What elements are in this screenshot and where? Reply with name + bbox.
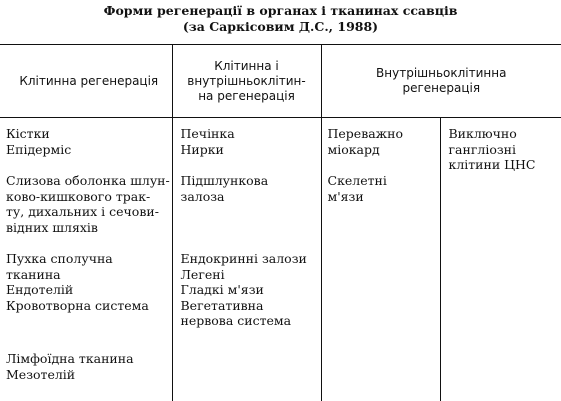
header-intracellular (321, 45, 561, 118)
list-item: Вегетативна (180, 297, 264, 313)
list-item: міокард (327, 141, 380, 157)
list-item: Мезотелій (6, 366, 76, 382)
list-item: Переважно (327, 126, 404, 141)
list-item: Гладкі м'язи (180, 282, 264, 297)
header-cellular: Клітинна регенерація (0, 45, 172, 118)
table-subtitle: (за Саркісовим Д.С., 1988) (182, 19, 379, 34)
list-item: відних шляхів (6, 219, 98, 235)
list-item: Лімфоїдна тканина (6, 351, 134, 366)
header-line: Клітинна і (214, 58, 279, 73)
column-intracellular-predominant (321, 118, 440, 401)
list-item: нервова система (180, 313, 292, 328)
list-item: залоза (180, 188, 225, 204)
list-item: ту, дихальних і сечови- (6, 204, 159, 219)
header-line: на регенерація (198, 88, 295, 103)
column-cellular-intracellular (172, 118, 321, 401)
list-item: Виключно (448, 126, 517, 141)
list-item: Легені (180, 266, 225, 282)
header-row (0, 45, 561, 118)
column-intracellular-exclusive (440, 118, 561, 401)
regeneration-table (0, 44, 561, 401)
list-item: Слизова оболонка шлун- (6, 173, 170, 188)
header-line: внутрішньоклітин- (187, 73, 306, 88)
header-line: регенерація (402, 81, 481, 95)
table-title: Форми регенерації в органах і тканинах ссавців (103, 3, 458, 18)
list-item: Кістки (6, 126, 50, 141)
list-item: клітини ЦНС (448, 157, 536, 172)
list-item: Пухка сполучна (6, 251, 113, 266)
list-item: Нирки (180, 141, 224, 157)
list-item: Підшлункова (180, 173, 269, 188)
body-row (0, 118, 561, 401)
list-item: ково-кишкового трак- (6, 188, 151, 204)
list-item: Скелетні (327, 173, 387, 188)
list-item: Ендотелій (6, 282, 74, 297)
list-item: Епідерміс (6, 141, 72, 157)
list-item: тканина (6, 266, 61, 282)
list-item: Ендокринні залози (180, 251, 307, 266)
list-item: гангліозні (448, 141, 516, 157)
column-cellular (0, 118, 172, 401)
header-cellular-intracellular (172, 45, 321, 118)
list-item: Печінка (180, 126, 235, 141)
list-item: Кровотворна система (6, 297, 149, 313)
list-item: м'язи (327, 188, 364, 204)
header-line: Внутрішньоклітинна (376, 66, 507, 80)
